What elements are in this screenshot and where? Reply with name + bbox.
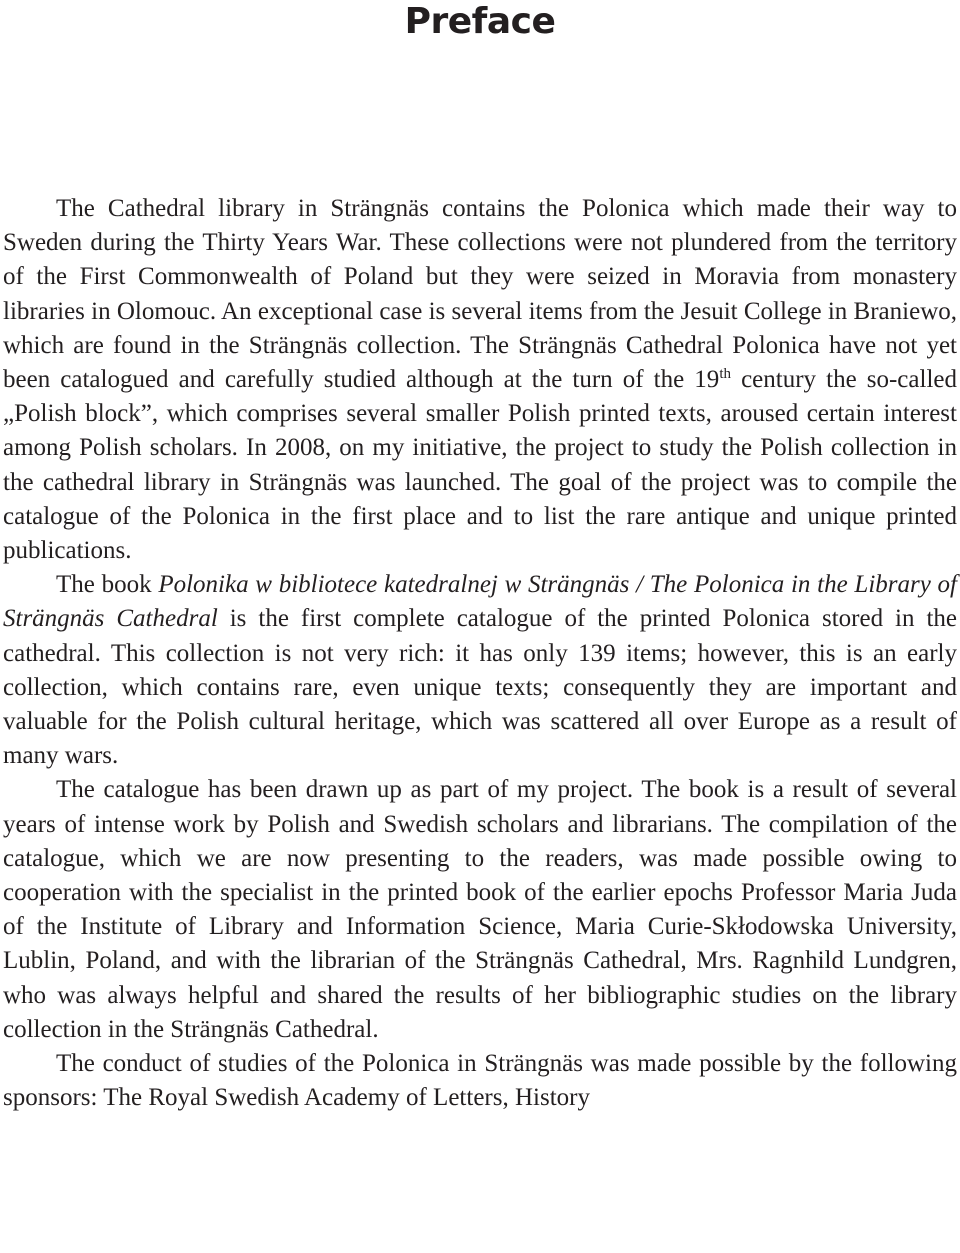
paragraph-4: The conduct of studies of the Polonica in Strängnäs was made possible by the following sponsors: The Royal Swedish Academy of Letters, History — [3, 1050, 957, 1112]
paragraph-3: The catalogue has been drawn up as part of my project. The book is a result of several years of intense work by Polish and Swedish scholars and librarians. The compilation of the catalogue, which we are now presenting to the readers, was made possible owing to cooperation with the specialist in the printed book of the earlier epochs Professor Maria Juda of the Institute of Library and Information Science, Maria Curie-Skłodowska University, Lublin, Poland, and with the librarian of the Strängnäs Cathedral, Mrs. Ragnhild Lundgren, who was always helpful and shared the results of her bibliographic studies on the library collection in the Strängnäs Cathedral. — [3, 776, 957, 1043]
page-title: Preface — [404, 1, 556, 42]
paragraph-2-text-b: is the first complete catalogue of the printed Polonica stored in the cathedral. This collection is not very rich: it has only 139 items; however, this is an early collection, which contains rare, even unique texts; consequently they are important and valuable for the Polish cultural heritage, which was scattered all over Europe as a result of many wars. — [3, 605, 957, 770]
century-ordinal-superscript: th — [719, 366, 731, 383]
paragraph-1-text-a: The Cathedral library in Strängnäs contains the Polonica which made their way to Sweden during the Thirty Years War. These collections were not plundered from the territory of the First Commonwealth of Poland but they were seized in Moravia from monastery libraries in Olomouc. An exceptional case is several items from the Jesuit College in Braniewo, which are found in the Strängnäs collection. The Strängnäs Cathedral Polonica have not yet been catalogued and carefully studied although at the turn of the 19 — [3, 195, 957, 394]
paragraph-2-text-a: The book — [56, 571, 159, 599]
paragraph-2 — [3, 568, 957, 773]
paragraph-1 — [3, 192, 957, 568]
paragraph-1-text-b: century the so-called „Polish block”, which comprises several smaller Polish printed texts, aroused certain interest among Polish scholars. In 2008, on my initiative, the project to study the Polish collection in the cathedral library in Strängnäs was launched. The goal of the project was to compile the catalogue of the Polonica in the first place and to list the rare antique and unique printed publications. — [3, 366, 957, 565]
book-title: Polonika w bibliotece katedralnej w Strängnäs / The Polonica in the Library of Strängnäs Cathedral — [3, 571, 958, 633]
preface-body — [3, 192, 957, 1115]
